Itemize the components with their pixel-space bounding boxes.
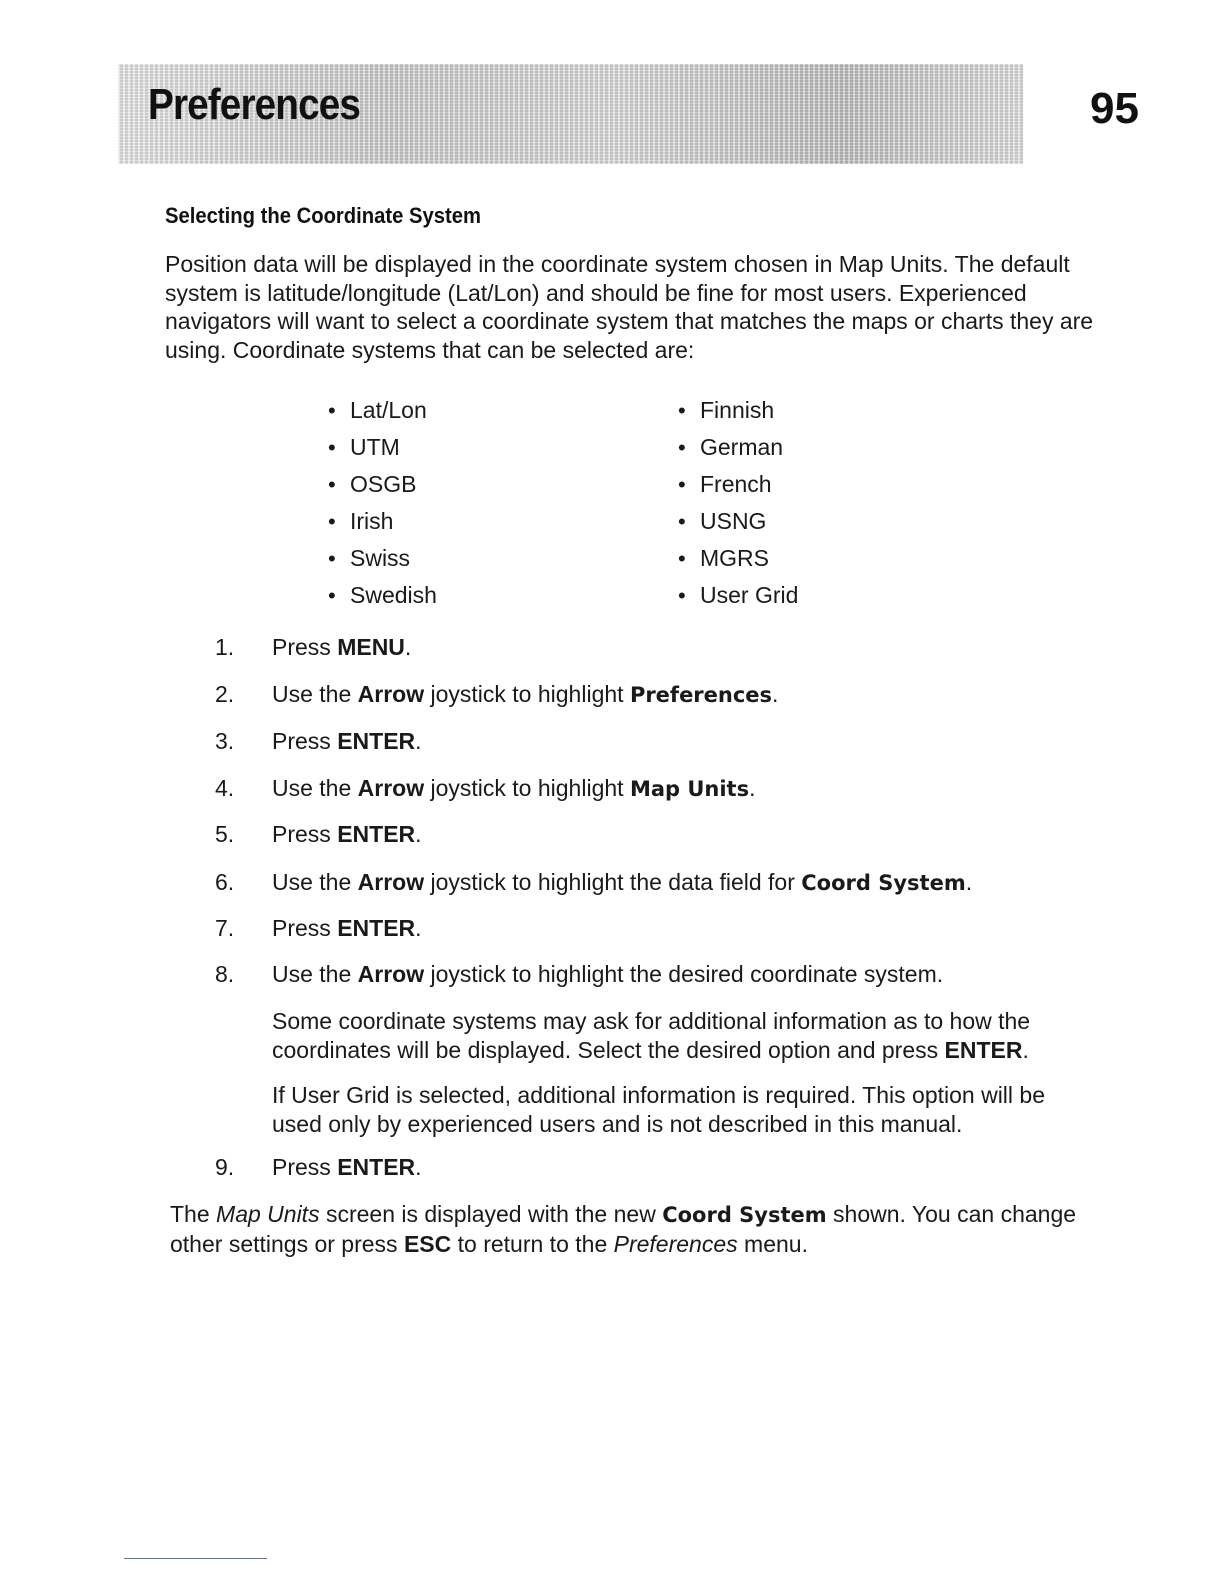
step-text: .	[772, 681, 779, 707]
closing-text: shown. You can change other settings or press	[170, 1201, 1077, 1257]
step-8-note-1	[272, 1007, 1092, 1064]
footer-rule	[124, 1558, 267, 1559]
list-item: • MGRS	[678, 544, 798, 581]
list-item: • User Grid	[678, 581, 798, 618]
step-number: 5.	[215, 821, 235, 847]
menu-name: Preferences	[613, 1230, 738, 1257]
step-text: .	[415, 915, 422, 941]
step-text: Press	[272, 1154, 338, 1180]
step-number: 9.	[215, 1154, 235, 1180]
step-number: 1.	[215, 634, 235, 660]
step-number: 2.	[215, 681, 235, 707]
ui-label: Coord System	[801, 871, 966, 895]
closing-text: menu.	[737, 1230, 808, 1257]
ui-label: Coord System	[662, 1203, 827, 1227]
list-item: • Swedish	[328, 581, 437, 618]
step-text: .	[965, 869, 973, 895]
coordinate-systems-right-list	[678, 396, 798, 618]
step-number: 8.	[215, 961, 235, 987]
intro-paragraph: Position data will be displayed in the coordinate system chosen in Map Units. The default system is latitude/longitude (Lat/Lon) and should be fine for most users. Experienced navigators will want to select a coordinate system that matches the maps or charts they are using. Coordinate systems that can be selected are:	[165, 251, 1094, 363]
step-number: 7.	[215, 915, 235, 941]
list-item: • Swiss	[328, 544, 437, 581]
page-number: 95	[1090, 84, 1139, 133]
step-text: .	[415, 1154, 422, 1180]
step-8-note-2: If User Grid is selected, additional information is required. This option will be used only by experienced users and is not described in this manual.	[272, 1082, 1045, 1137]
step-number: 6.	[215, 869, 235, 895]
step-number: 4.	[215, 775, 235, 801]
step-text: Press	[272, 915, 338, 941]
closing-text: to return to the	[451, 1230, 614, 1257]
step-text: Press	[272, 821, 338, 847]
step-text: Press	[272, 634, 338, 660]
closing-paragraph	[170, 1200, 1130, 1258]
step-text: joystick to highlight	[424, 681, 630, 707]
screen-name: Map Units	[216, 1201, 320, 1227]
note-text: .	[1022, 1036, 1029, 1063]
closing-text: screen is displayed with the new	[319, 1201, 663, 1227]
ui-label: Preferences	[629, 683, 773, 707]
key-label: ENTER	[944, 1036, 1023, 1063]
step-text: joystick to highlight the data field for	[424, 869, 802, 895]
step-text: .	[404, 634, 412, 660]
ui-label: Map Units	[629, 777, 750, 801]
step-text: joystick to highlight the desired coordinate system.	[424, 961, 944, 987]
closing-text: The	[170, 1201, 217, 1227]
step-text: Use the	[272, 869, 358, 895]
list-item: • German	[678, 433, 798, 470]
coordinate-systems-left-list	[328, 396, 437, 618]
step-text: .	[749, 775, 756, 801]
key-label: Arrow	[357, 681, 425, 707]
key-label: ENTER	[337, 728, 416, 754]
step-text: Use the	[272, 961, 358, 987]
list-item: • Lat/Lon	[328, 396, 437, 433]
key-label: ENTER	[337, 821, 416, 847]
step-text: Use the	[272, 681, 358, 707]
key-label: Arrow	[357, 775, 425, 801]
list-item: • USNG	[678, 507, 798, 544]
step-number: 3.	[215, 728, 235, 754]
key-label: ENTER	[337, 1154, 416, 1180]
step-text: Use the	[272, 775, 358, 801]
key-label: ESC	[403, 1230, 452, 1257]
step-text: .	[415, 728, 422, 754]
key-label: ENTER	[337, 915, 416, 941]
step-text: .	[415, 821, 422, 847]
key-label: MENU	[337, 634, 405, 660]
list-item: • French	[678, 470, 798, 507]
section-heading: Selecting the Coordinate System	[165, 203, 482, 228]
page-title: Preferences	[148, 80, 361, 129]
list-item: • UTM	[328, 433, 437, 470]
key-label: Arrow	[357, 869, 425, 895]
list-item: • OSGB	[328, 470, 437, 507]
step-text: joystick to highlight	[424, 775, 630, 801]
step-text: Press	[272, 728, 338, 754]
note-text: Some coordinate systems may ask for additional information as to how the coordinates will be displayed. Select the desired option and press	[272, 1008, 1031, 1063]
list-item: • Finnish	[678, 396, 798, 433]
key-label: Arrow	[357, 961, 425, 987]
list-item: • Irish	[328, 507, 437, 544]
